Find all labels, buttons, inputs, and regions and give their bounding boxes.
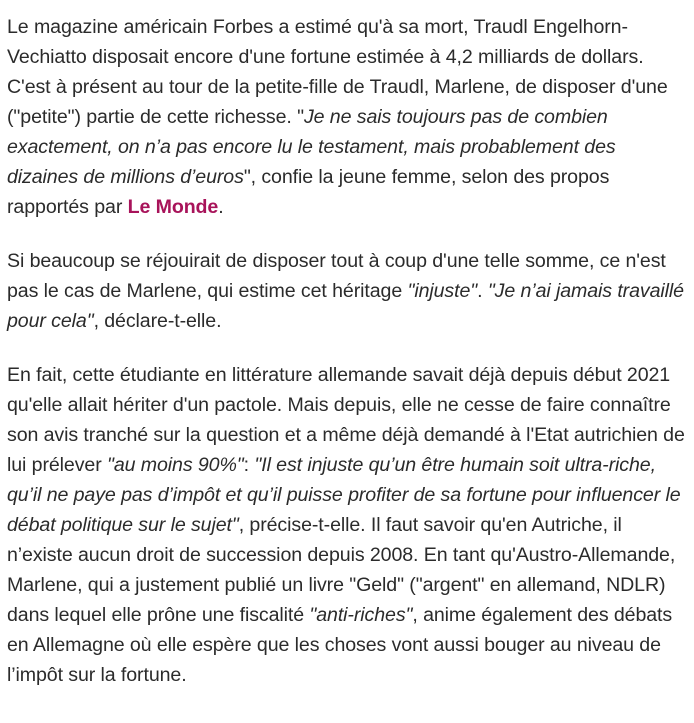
paragraph-1 <box>7 12 691 222</box>
paragraph-text: . <box>218 196 224 218</box>
article-body <box>7 12 691 714</box>
quote-italic: "anti-riches" <box>309 604 413 626</box>
paragraph-3 <box>7 360 691 690</box>
paragraph-text: , précise-t-elle. Il faut savoir qu'en Autriche, il n’existe aucun droit de succession depuis 2008. En tant qu'Austro-Allemande, Marlene, qui a justement publié un livre "Geld" ("argent" en allemand, NDLR) dans lequel elle prône une fiscalité <box>7 514 676 626</box>
paragraph-text: Le magazine américain Forbes a estimé qu'à sa mort, Traudl Engelhorn-Vechiatto disposait encore d'une fortune estimée à 4,2 milliards de dollars. C'est à présent au tour de la petite-fille de Traudl, Marlene, de disposer d'une ("petite") partie de cette richesse. " <box>7 16 668 128</box>
paragraph-text: , déclare-t-elle. <box>93 310 222 332</box>
quote-italic: Je ne sais toujours pas de combien exactement, on n’a pas encore lu le testament, mais probablement des dizaines de millions d’euros <box>7 106 616 188</box>
quote-italic: "injuste" <box>407 280 478 302</box>
paragraph-text: . <box>477 280 488 302</box>
paragraph-2 <box>7 246 691 336</box>
quote-italic: "Il est injuste qu’un être humain soit ultra-riche, qu’il ne paye pas d’impôt et qu’il puisse profiter de sa fortune pour influencer le débat politique sur le sujet" <box>7 454 681 536</box>
paragraph-text: En fait, cette étudiante en littérature allemande savait déjà depuis début 2021 qu'elle allait hériter d'un pactole. Mais depuis, elle ne cesse de faire connaître son avis tranché sur la question et a même déjà demandé à l'Etat autrichien de lui prélever <box>7 364 685 476</box>
paragraph-text: ", confie la jeune femme, selon des propos rapportés par <box>7 166 610 218</box>
paragraph-text: : <box>243 454 255 476</box>
paragraph-text: , anime également des débats en Allemagne où elle espère que les choses vont aussi bouger au niveau de l’impôt sur la fortune. <box>7 604 673 686</box>
paragraph-text: Si beaucoup se réjouirait de disposer tout à coup d'une telle somme, ce n'est pas le cas de Marlene, qui estime cet héritage <box>7 250 666 302</box>
quote-italic: "Je n’ai jamais travaillé pour cela" <box>7 280 684 332</box>
quote-italic: "au moins 90%" <box>106 454 244 476</box>
le-monde-link[interactable]: Le Monde <box>127 196 219 218</box>
